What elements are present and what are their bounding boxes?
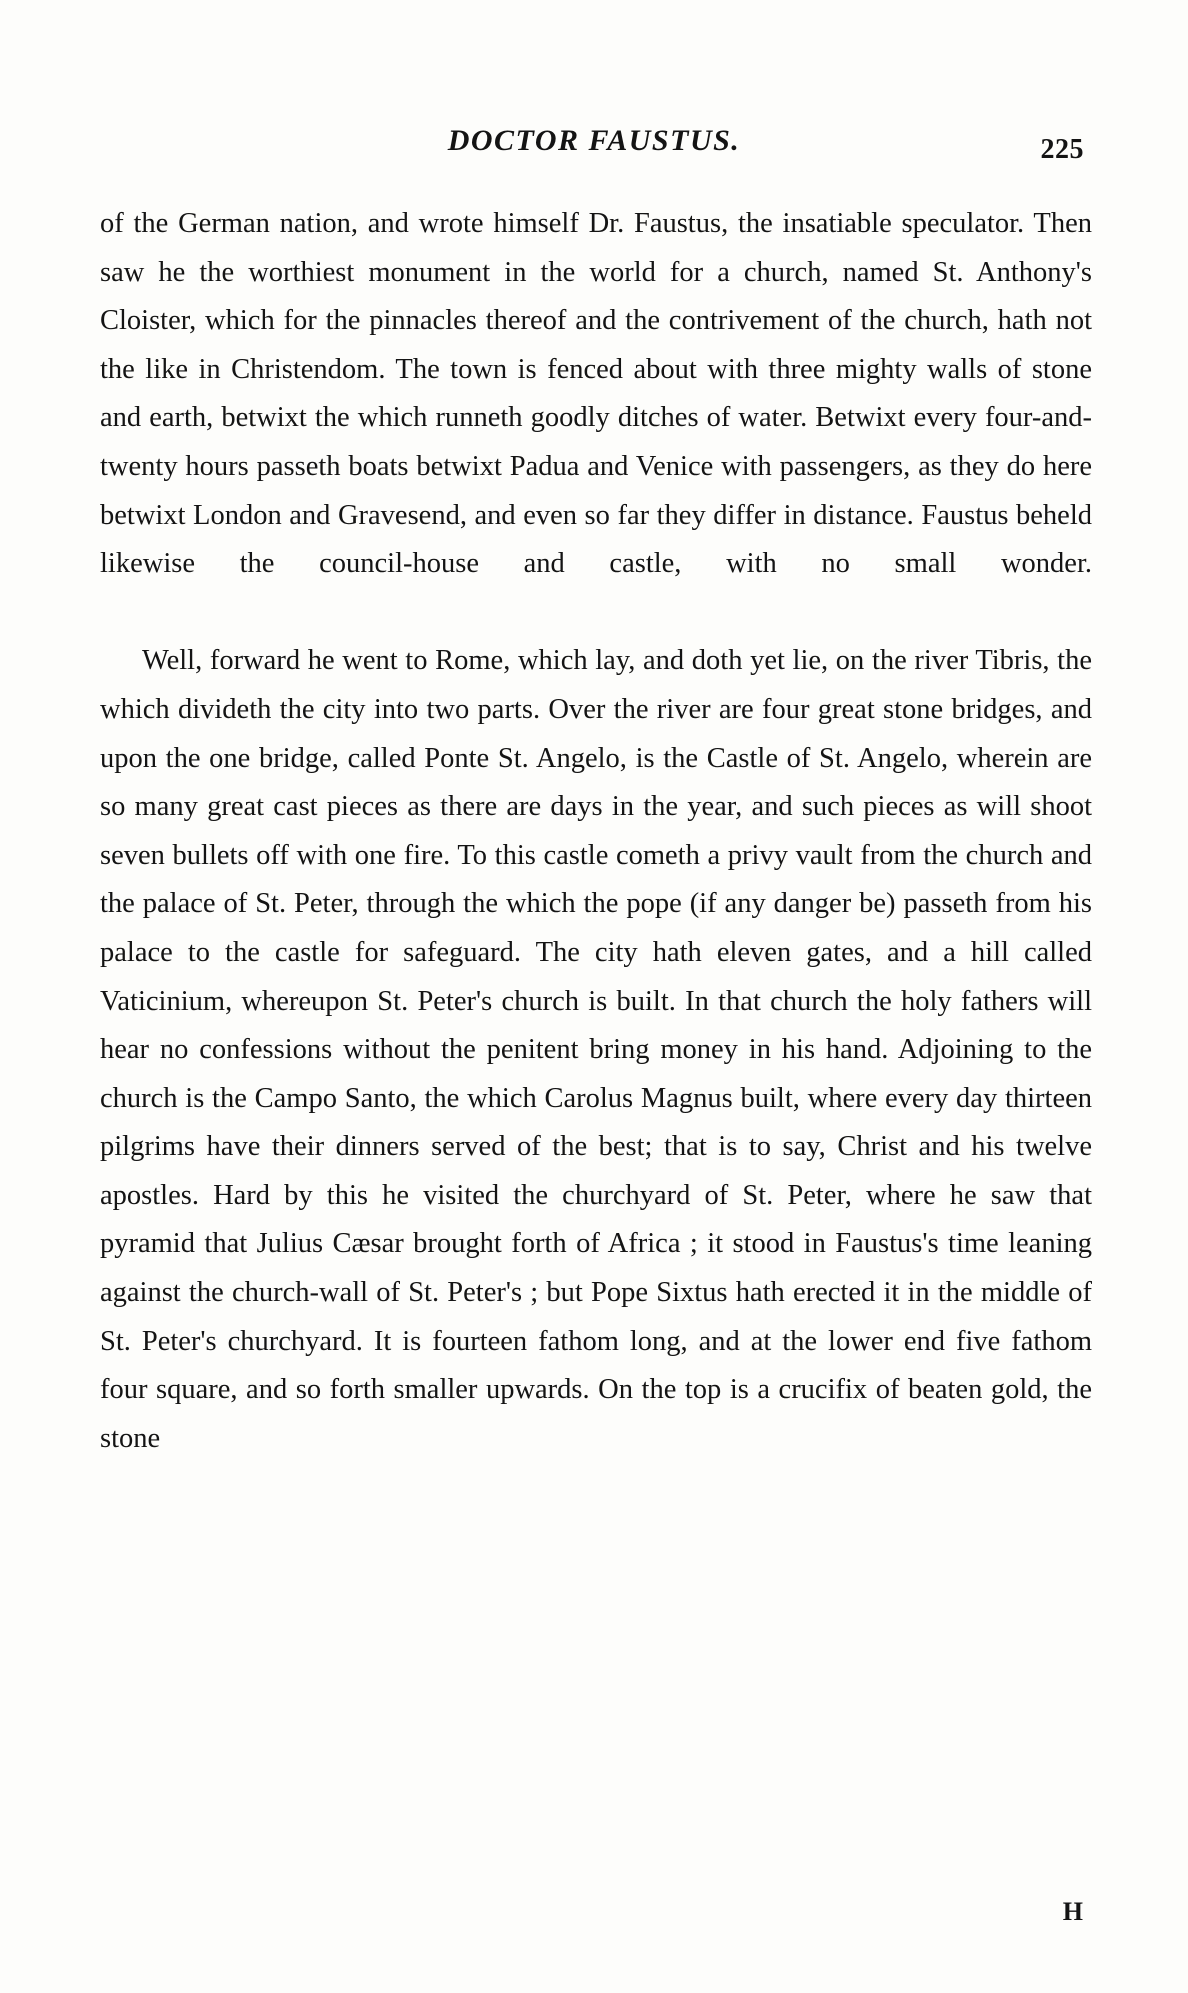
- paragraph: of the German nation, and wrote himself Dr. Faustus, the insatiable speculator. Then saw he the worthiest monument in the world for a church, named St. Anthony's Cloister, which for the pinnacles thereof and the contrivement of the church, hath not the like in Christendom. The town is fenced about with three mighty walls of stone and earth, betwixt the which runneth goodly ditches of water. Betwixt every four-and-twenty hours passeth boats betwixt Padua and Venice with passengers, as they do here betwixt London and Gravesend, and even so far they differ in distance. Faustus beheld likewise the council-house and castle, with no small wonder.: [100, 208, 1092, 580]
- paragraph: Well, forward he went to Rome, which lay, and doth yet lie, on the river Tibris, the which divideth the city into two parts. Over the river are four great stone bridges, and upon the one bridge, called Ponte St. Angelo, is the Castle of St. Angelo, wherein are so many great cast pieces as there are days in the year, and such pieces as will shoot seven bullets off with one fire. To this castle cometh a privy vault from the church and the palace of St. Peter, through the which the pope (if any danger be) passeth from his palace to the castle for safeguard. The city hath eleven gates, and a hill called Vaticinium, whereupon St. Peter's church is built. In that church the holy fathers will hear no confessions without the penitent bring money in his hand. Adjoining to the church is the Campo Santo, the which Carolus Magnus built, where every day thirteen pilgrims have their dinners served of the best; that is to say, Christ and his twelve apostles. Hard by this he visited the churchyard of St. Peter, where he saw that pyramid that Julius Cæsar brought forth of Africa ; it stood in Faustus's time leaning against the church-wall of St. Peter's ; but Pope Sixtus hath erected it in the middle of St. Peter's churchyard. It is fourteen fathom long, and at the lower end five fathom four square, and so forth smaller upwards. On the top is a crucifix of beaten gold, the stone: [100, 645, 1092, 1454]
- body-text: [100, 200, 1092, 1512]
- signature-mark: H: [1062, 1897, 1084, 1926]
- page-number: 225: [1040, 134, 1084, 165]
- page-header: [104, 124, 1084, 168]
- running-title: DOCTOR FAUSTUS.: [447, 124, 741, 157]
